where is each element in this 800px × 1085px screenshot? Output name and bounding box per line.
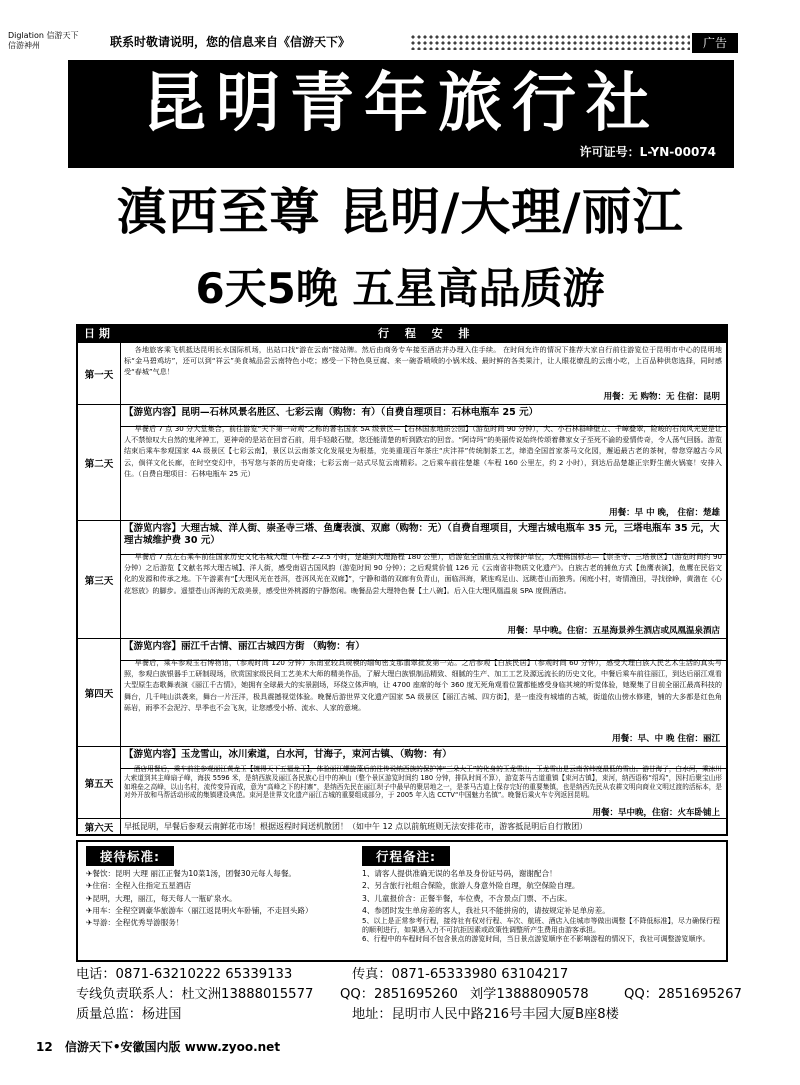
qq-number-2: QQ：2851695267: [624, 986, 742, 1002]
day-label: 第三天: [78, 521, 121, 639]
day-meals-lodging: 用餐：无 购物：无 住宿：昆明: [603, 392, 720, 402]
day-label: 第四天: [78, 639, 121, 747]
day-meals-lodging: 用餐：早、中 晚 住宿：丽江: [612, 734, 720, 744]
quality-supervisor: 质量总监：杨进国: [76, 1006, 182, 1022]
contact-info: [76, 965, 742, 1024]
day-meals-lodging: 用餐：早 中 晚， 住宿：楚雄: [609, 508, 720, 518]
list-item: 5、以上是正常参考行程，接待社有权对行程、车次、航班、酒店入住城市等做出调整【不降低标准】，尽力确保行程的顺利进行，如果遇入力不可抗拒因素或政策性调整所产生费用由游客承担。: [362, 917, 720, 935]
remarks-title: 行程备注:: [362, 846, 450, 866]
itinerary-row-day6: [78, 818, 726, 835]
itinerary-header: [78, 326, 726, 342]
notes-box: [76, 840, 728, 962]
brand-banner: [68, 60, 734, 168]
day-label: 第六天: [78, 819, 121, 835]
column-plan: 行 程 安 排: [378, 327, 476, 340]
qq-number-1: QQ：2851695260: [340, 986, 458, 1002]
list-item: ✈餐饮：昆明 大理 丽江正餐为10菜1汤，团餐30元每人每餐。: [86, 869, 297, 878]
day-description: 各地旅客乘飞机抵达昆明长水国际机场，出站口找“游在云南”接站牌。然后由商务专车接至酒店并办理入住手续。 在时间允许的情况下推荐大家自行前往游览位于昆明市中心的昆明地标“金马碧鸡坊”，还可以到“祥云”美食城品尝云南特色小吃；感受一下特色臭豆腐、来一碗香喷喷的小锅米线、最时鲜的各类果汁，让人眼花缭乱的云南小吃，上百品种供您选择，同时感受“春城”气息！: [124, 345, 722, 377]
day-description: 酒店用餐后，乘车前往参观丽江黄龙玉【镀得天下五福龙玉】，体验丽江螺旋藻后前往传说纳西族的保护神“三朵大王”的化身的玉龙雪山，玉龙雪山是云南省纬度最低的雪山。游甘海子，白水河，乘冰川大索道到其主峰扇子峰，海拔 5596 米，是纳西族及丽江各民族心目中的神山（整个景区游览时间约 180 分钟，排队时间不算），游览茶马古道重镇【束河古镇】，束河，纳西语称“绍坞”，因村后聚宝山形如堆垒之高峰，以山名村，流传变异而成，意为“高峰之下的村寨”，是纳西先民在丽江坝子中最早的聚居地之一，是茶马古道上保存完好的重要集镇，也是纳西先民从农耕文明向商业文明过渡的活标本，是对外开放和马帮活动形成的集镇建设典范。束河是世界文化遗产丽江古城的重要组成部分，于 2005 年入选 CCTV“中国魅力名镇”。晚餐后乘火车专列返回昆明。: [124, 765, 722, 800]
contact-person: 专线负责联系人：杜文洲13888015577: [76, 986, 314, 1002]
day-highlight: 【游览内容】丽江千古情、丽江古城四方街 （购物：有）: [120, 639, 726, 661]
day-description: 早抵昆明，早餐后参观云南鲜花市场！根据返程时间送机散团！（如中午 12 点以前航班则无法安排花市，游客抵昆明后自行散团）: [124, 822, 588, 831]
itinerary-row-day2: [78, 404, 726, 521]
phone-number: 电话：0871-63210222 65339133: [76, 967, 293, 982]
day-highlight: 【游览内容】昆明—石林风景名胜区、七彩云南（购物：有）（自费自理项目：石林电瓶车 25 元）: [120, 405, 726, 427]
logo-line-2: 信游神州: [8, 41, 40, 50]
page-footer: [36, 1038, 776, 1055]
publication-logo: [8, 31, 104, 51]
contact-slogan: 联系时敬请说明，您的信息来自《信游天下》: [110, 35, 351, 49]
decorative-dot-pattern: [410, 34, 690, 50]
day-meals-lodging: 用餐：早中晚。住宿：五星海景养生酒店或凤凰温泉酒店: [507, 626, 720, 636]
itinerary-row-day5: [78, 746, 726, 819]
footer-text: 信游天下•安徽国内版 www.zyoo.net: [64, 1040, 281, 1054]
list-item: ✈用车：全程空调豪华旅游车（丽江返昆明火车卧铺，不走回头路）: [86, 905, 313, 915]
reception-standards: [86, 846, 356, 929]
itinerary-remarks: [362, 846, 724, 944]
remarks-list: [362, 868, 724, 944]
headline-route: 滇西至尊 昆明/大理/丽江: [116, 183, 684, 241]
day-label: 第一天: [78, 343, 121, 405]
day-label: 第五天: [78, 747, 121, 819]
address: 地址：昆明市人民中路216号丰园大厦B座8楼: [352, 1006, 619, 1022]
ad-label: 广告: [692, 33, 738, 53]
day-highlight: 【游览内容】大理古城、洋人街、崇圣寺三塔、鱼鹰表演、双廊（购物：无）（自费自理项目，大理古城电瓶车 35 元，三塔电瓶车 35 元，大理古城维护费 30 元）: [120, 521, 726, 555]
itinerary-row-day4: [78, 638, 726, 747]
list-item: 1、请客人提供准确无误的名单及身份证号码，谢谢配合！: [362, 869, 557, 878]
day-highlight: 【游览内容】玉龙雪山，冰川索道，白水河，甘海子，束河古镇、（购物：有）: [120, 747, 726, 769]
itinerary-row-day1: [78, 342, 726, 405]
itinerary-row-day3: [78, 520, 726, 639]
license-number: 许可证号：L-YN-00074: [579, 145, 716, 159]
list-item: 4、参团时发生单房差的客人，我社只不能拼房的，请按规定补足单房差。: [362, 905, 610, 915]
list-item: 6、行程中的车程时间不包含景点的游览时间，当日景点游览顺序在不影响游程的情况下，我社可调整游览顺序。: [362, 935, 710, 944]
day-meals-lodging: 用餐：早中晚，住宿：火车卧铺上: [592, 808, 720, 818]
itinerary-table: [76, 324, 728, 836]
page-number: 12: [36, 1040, 53, 1054]
day-description: 早餐后 7 点 30 分大堂集合，前往游览“天下第一奇观”之称的著名国家 5A 级景区—【石林国家地质公园】（游览时间 90 分钟），大、小石林群峰壁立、千嶂叠翠，险峻的石岗风光更是让人不禁惊叹大自然的鬼斧神工，更神奇的是站在回音石前，用手轻敲石壁，您还能清楚的听到跌宕的回音。“阿诗玛”的美丽传说始终传颂着彝家女子至死不渝的爱情传奇，令人荡气回肠。游览结束后乘车参观国家 4A 级景区【七彩云南】，景区以云南茶文化发展史为根基，完美重现百年茶庄“庆沣祥”传统制茶工艺，缔造全国首家茶马文化园，邂逅最古老的茶树，带您穿越古今风云，倘徉文化长廊，在时空变幻中，书写您与茶的历史奇缘；七彩云南一站式尽览云南精彩。之后乘车前往楚雄（车程 160 公里左，约 2 小时），到达后品楚雄正宗野生菌火锅宴！安排入住。（自费自理项目：石林电瓶车 25 元）: [124, 424, 722, 478]
day-description: 早餐后 7 点左右乘车前往国家历史文化名城大理（车程 2–2.5 小时，楚雄到大理路程 180 公里），后游览全国重点文物保护单位，大理佛国标志—【崇圣寺、三塔景区】（游览时间约 90 分钟）之后游览【文献名邦大理古城】、洋人街，感受南诏古国风韵（游览时间 90 分钟）；之后观赏价值 126 元《云南省非物质文化遗产》。白族古老的捕鱼方式【鱼鹰表演】，鱼鹰在民俗文化的发源和传承之地。下午游素有“【大理风光在苍洱，苍洱风光在双廊】”，宁静和谐的双廊有负青山，面临洱海，紧连鸡足山、远眺苍山而独秀。闲庭小村，寄情渔田，寻找徐峥，黄渤在《心花怒放》的脚步。遥望苍山洱海的无敌美景，感受世外桃源的宁静悠闲。晚餐品尝大理特色餐【土八碗】。后入住大理风凰温泉 SPA 度假酒店。: [124, 552, 722, 595]
list-item: ✈昆明，大理，丽江，每天每人一瓶矿泉水。: [86, 893, 237, 903]
column-day: 日 期: [84, 327, 110, 340]
list-item: ✈住宿：全程入住指定五星酒店: [86, 881, 192, 891]
day-description: 早餐后，乘车参观玉石博物馆，（参观时间 120 分钟）东南亚较具规模的缅甸密支那翡翠批发第一站。之后参观【白族民居】（参观时间 60 分钟），感受大理白族人民艺术生活的真实写照，参观白族银器手工研制现场，欣赏国家级民间工艺美术大师的精美作品，了解大理白族银制品精致、细腻的生产、加工工艺及源远流长的历史文化，中餐后乘车前往丽江，到达后丽江观看大型原生态歌舞表演《丽江千古情》，她拥有全球最大的实景剧场，环绕立体声响，让 4700 座席的每个 360 度无死角观看位置都能感受身临其境的听觉体验，她聚集了目前全丽江最高科技的舞台，几千吨山洪袭来，舞台一片汪洋，极具震撼视觉体验。晚餐后游世界文化遗产国家 5A 级景区【丽江古城、四方街】，是一座没有城墙的古城，街道依山傍水修建，铺的大多都是红色角砾岩，雨季不会泥泞、旱季也不会飞灰，让您感受小桥、流水、人家的意境。: [124, 658, 722, 712]
list-item: 2、另含旅行社组合保险，旅游人身意外险自理，航空保险自理。: [362, 881, 580, 891]
headline-package: 6天5晚 五星高品质游: [195, 264, 605, 313]
logo-line-1: Diglation 信游天下: [8, 31, 79, 40]
contact-person-2: 刘学13888090578: [470, 986, 589, 1002]
reception-list: [86, 868, 356, 929]
day-label: 第二天: [78, 405, 121, 521]
fax-number: 传真：0871-65333980 63104217: [352, 967, 569, 982]
agency-name: 昆明青年旅行社: [142, 66, 660, 141]
reception-title: 接待标准:: [86, 846, 174, 866]
list-item: ✈导游：全程优秀导游服务！: [86, 918, 184, 928]
list-item: 3、儿童报价含：正餐半餐，车位费，不含景点门票、不占床。: [362, 893, 572, 903]
